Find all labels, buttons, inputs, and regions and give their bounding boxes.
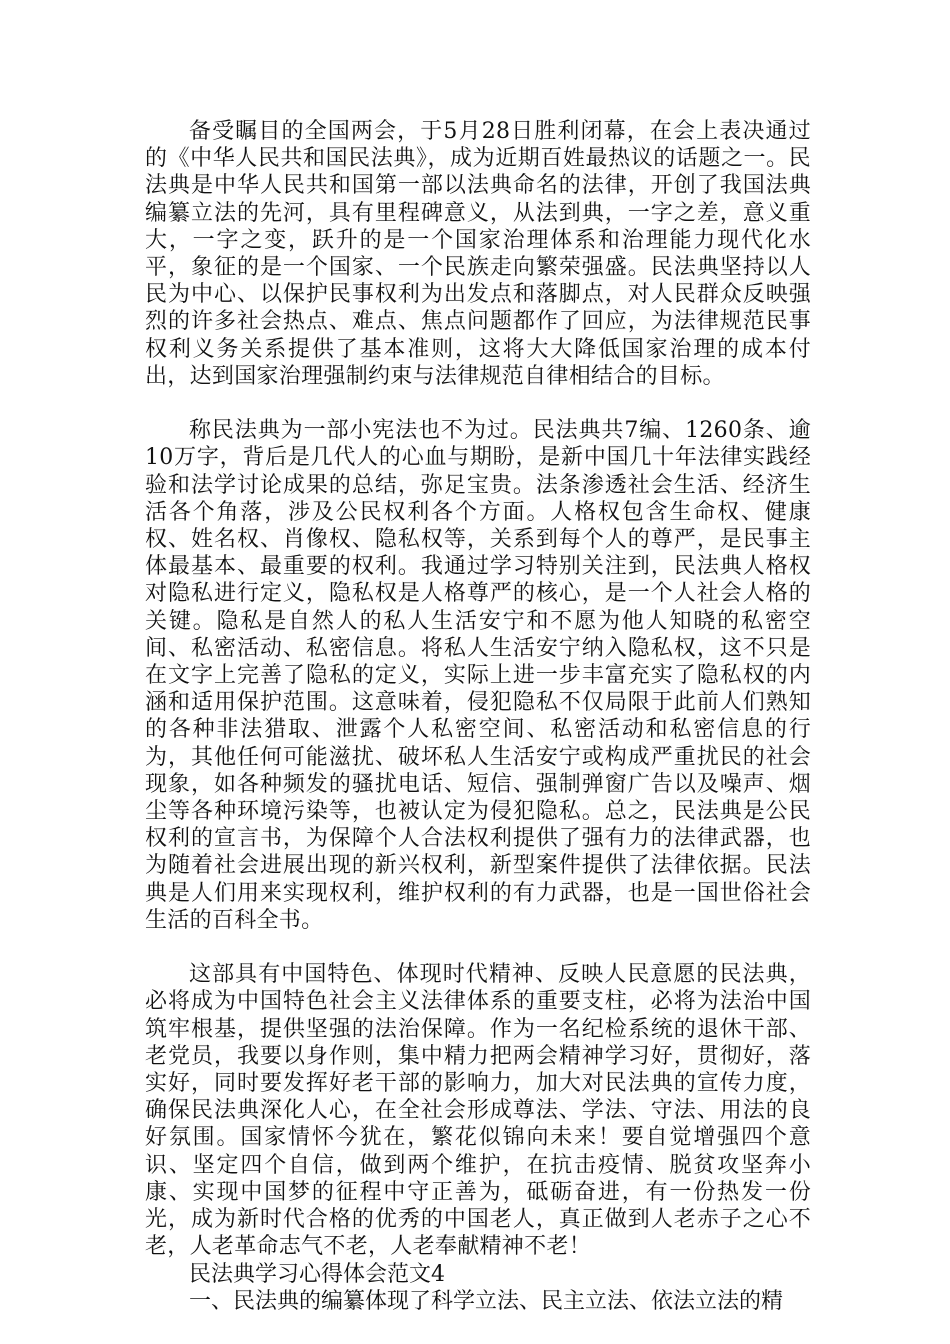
paragraph-2: 称民法典为一部小宪法也不为过。民法典共7编、1260条、逾10万字，背后是几代人的心血与期盼，是新中国几十年法律实践经验和法学讨论成果的总结，弥足宝贵。法条渗透社会生活、经济生活各个角落，涉及公民权利各个方面。人格权包含生命权、健康权、姓名权、肖像权、隐私权等，关系到每个人的尊严，是民事主体最基本、最重要的权利。我通过学习特别关注到，民法典人格权对隐私进行定义，隐私权是人格尊严的核心，是一个人社会人格的关键。隐私是自然人的私人生活安宁和不愿为他人知晓的私密空间、私密活动、私密信息。将私人生活安宁纳入隐私权，这不只是在文字上完善了隐私的定义，实际上进一步丰富充实了隐私权的内涵和适用保护范围。这意味着，侵犯隐私不仅局限于此前人们熟知的各种非法猎取、泄露个人私密空间、私密活动和私密信息的行为，其他任何可能滋扰、破坏私人生活安宁或构成严重扰民的社会现象，如各种频发的骚扰电话、短信、强制弹窗广告以及噪声、烟尘等各种环境污染等，也被认定为侵犯隐私。总之，民法典是公民权利的宣言书，为保障个人合法权利提供了强有力的法律武器，也为随着社会进展出现的新兴权利，新型案件提供了法律依据。民法典是人们用来实现权利，维护权利的有力武器，也是一国世俗社会生活的百科全书。 — [145, 418, 811, 933]
paragraph-spacer — [145, 934, 811, 961]
paragraph-1: 备受瞩目的全国两会，于5月28日胜利闭幕，在会上表决通过的《中华人民共和国民法典》，成为近期百姓最热议的话题之一。民法典是中华人民共和国第一部以法典命名的法律，开创了我国法典编纂立法的先河，具有里程碑意义，从法到典，一字之差，意义重大，一字之变，跃升的是一个国家治理体系和治理能力现代化水平，象征的是一个国家、一个民族走向繁荣强盛。民法典坚持以人民为中心、以保护民事权利为出发点和落脚点，对人民群众反映强烈的许多社会热点、难点、焦点问题都作了回应，为法律规范民事权利义务关系提供了基本准则，这将大大降低国家治理的成本付出，达到国家治理强制约束与法律规范自律相结合的目标。 — [145, 119, 811, 389]
paragraph-3: 这部具有中国特色、体现时代精神、反映人民意愿的民法典，必将成为中国特色社会主义法律体系的重要支柱，必将为法治中国筑牢根基，提供坚强的法治保障。作为一名纪检系统的退休干部、老党员，我要以身作则，集中精力把两会精神学习好，贯彻好，落实好，同时要发挥好老干部的影响力，加大对民法典的宣传力度，确保民法典深化人心，在全社会形成尊法、学法、守法、用法的良好氛围。国家情怀今犹在，繁花似锦向未来！要自觉增强四个意识、坚定四个自信，做到两个维护，在抗击疫情、脱贫攻坚奔小康、实现中国梦的征程中守正善为，砥砺奋进，有一份热发一份光，成为新时代合格的优秀的中国老人，真正做到人老赤子之心不老，人老革命志气不老，人老奉献精神不老！ — [145, 962, 811, 1260]
paragraph-4-start: 一、民法典的编纂体现了科学立法、民主立法、依法立法的精 — [189, 1288, 784, 1314]
section-heading: 民法典学习心得体会范文4 — [189, 1261, 445, 1287]
paragraph-spacer — [145, 390, 811, 417]
document-body — [145, 118, 811, 1315]
